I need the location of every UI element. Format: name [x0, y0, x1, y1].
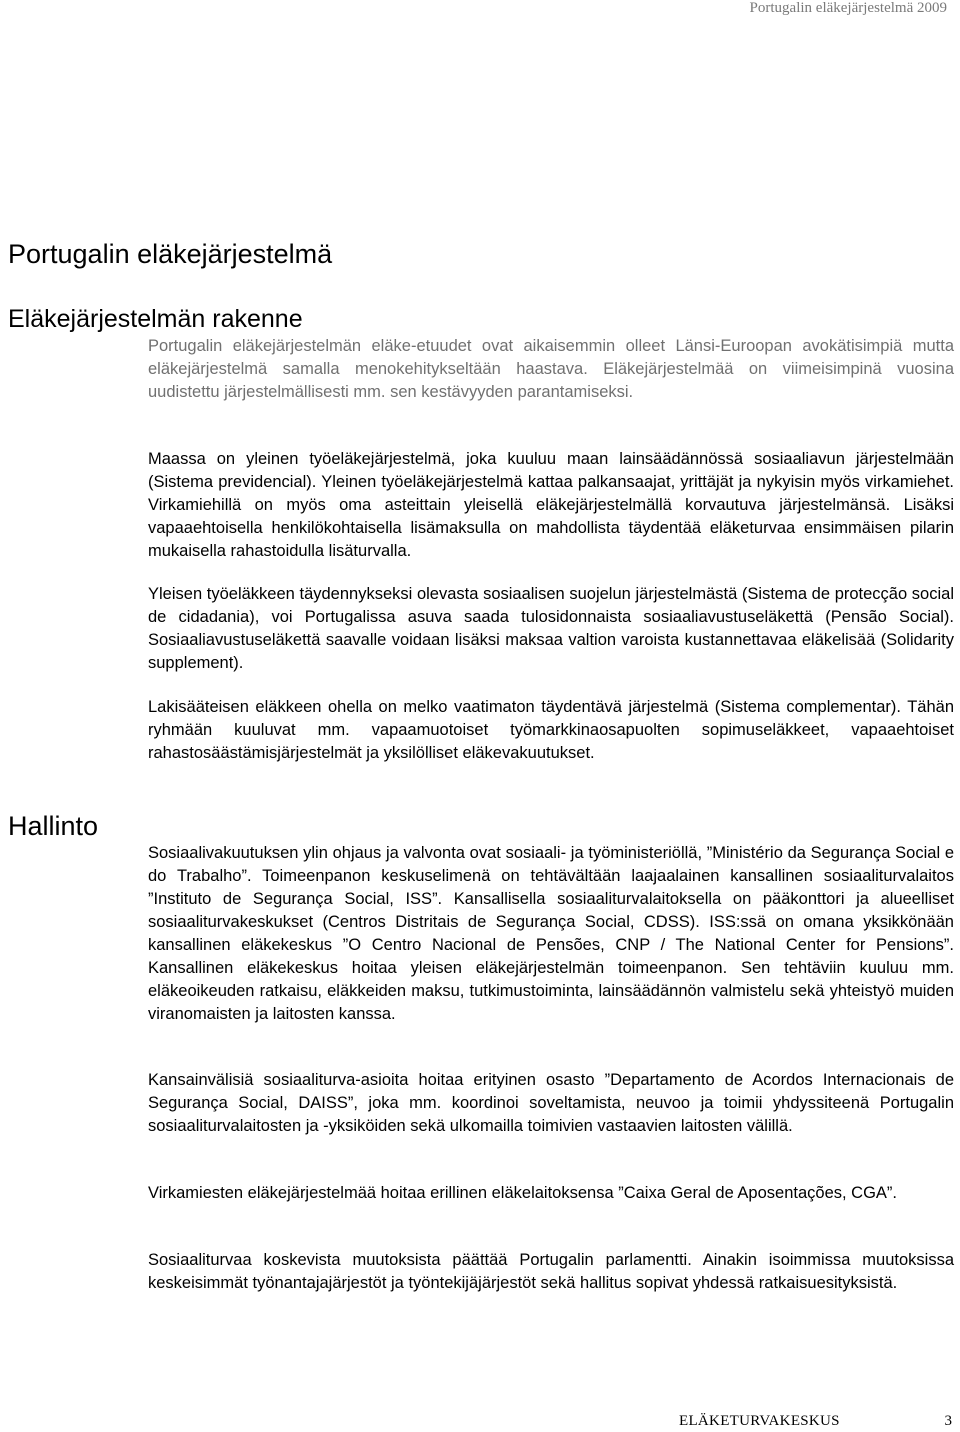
- paragraph-complementary: Lakisääteisen eläkkeen ohella on melko vaatimaton täydentävä järjestelmä (Sistema complementar). Tähän ryhmään kuuluvat mm. vapaamuotoiset työmarkkinaosapuolten sopimuseläkkeet, vapaaehtoiset rahastosäästämisjärjestelmät ja yksilölliset eläkevakuutukset.: [148, 698, 954, 762]
- paragraph-supervision: Sosiaalivakuutuksen ylin ohjaus ja valvonta ovat sosiaali- ja työministeriöllä, ”Ministério da Segurança Social e do Trabalho”. Toimeenpanon keskuselimenä on tehtävältään laajaalainen kansallinen sosiaaliturvalaitos ”Instituto de Segurança Social, ISS”. Kansallisella sosiaaliturvalaitoksella on pääkonttori ja alueelliset sosiaaliturvakeskukset (Centros Distritais de Segurança Social, CDSS). ISS:ssä on omana yksikkönään kansallinen eläkekeskus ”O Centro Nacional de Pensões, CNP / The National Center for Pensions”. Kansallinen eläkekeskus hoitaa yleisen eläkejärjestelmän toimeenpanon. Sen tehtäviin kuuluu mm. eläkeoikeuden ratkaisu, eläkkeiden maksu, tutkimustoiminta, lainsäädännön valmistelu sekä yhteistyö muiden viranomaisten ja laitosten kanssa.: [148, 844, 954, 1023]
- footer-publisher: ELÄKETURVAKESKUS: [679, 1413, 840, 1429]
- paragraph-international: Kansainvälisiä sosiaaliturva-asioita hoitaa erityinen osasto ”Departamento de Acordos Internacionais de Segurança Social, DAISS”, joka mm. koordinoi soveltamista, neuvoo ja toimii yhdyssiteenä Portugalin sosiaaliturvalaitosten ja -yksiköiden sekä ulkomailla toimivien vastaavien laitosten välillä.: [148, 1071, 954, 1135]
- section-heading-administration: Hallinto: [8, 811, 99, 841]
- page-title: Portugalin eläkejärjestelmä: [8, 239, 333, 269]
- paragraph-intro: Portugalin eläkejärjestelmän eläke-etuudet ovat aikaisemmin olleet Länsi-Euroopan avokätisimpiä mutta eläkejärjestelmä samalla menokehitykseltään haastava. Eläkejärjestelmää on viimeisimpinä vuosina uudistettu järjestelmällisesti mm. sen kestävyyden parantamiseksi.: [148, 337, 954, 401]
- page-number: 3: [944, 1413, 952, 1429]
- running-header: Portugalin eläkejärjestelmä 2009: [749, 0, 947, 16]
- paragraph-parliament: Sosiaaliturvaa koskevista muutoksista päättää Portugalin parlamentti. Ainakin isoimmissa muutoksissa keskeisimmät työnantajajärjestöt ja työntekijäjärjestöt sekä hallitus sopivat yhdessä ratkaisuesityksistä.: [148, 1251, 954, 1292]
- paragraph-general-scheme: Maassa on yleinen työeläkejärjestelmä, joka kuuluu maan lainsäädännössä sosiaaliavun järjestelmään (Sistema previdencial). Yleinen työeläkejärjestelmä kattaa palkansaajat, yrittäjät ja nykyisin myös virkamiehet. Virkamiehillä on myös oma asteittain yleisellä eläkejärjestelmällä korvautuva järjestelmänsä. Lisäksi vapaaehtoisella henkilökohtaisella lisämaksulla on mahdollista täydentää eläketurvaa ensimmäisen pilarin mukaisella rahastoidulla lisäturvalla.: [148, 450, 954, 560]
- paragraph-social-protection: Yleisen työeläkkeen täydennykseksi olevasta sosiaalisen suojelun järjestelmästä (Sistema de protecção social de cidadania), voi Portugalissa asuva saada tulosidonnaista sosiaaliavustuseläkettä (Pensão Social). Sosiaaliavustuseläkettä saavalle voidaan lisäksi maksaa valtion varoista kustannettavaa eläkelisää (Solidarity supplement).: [148, 585, 954, 672]
- section-heading-structure: Eläkejärjestelmän rakenne: [8, 305, 303, 333]
- paragraph-civil-servants: Virkamiesten eläkejärjestelmää hoitaa erillinen eläkelaitoksensa ”Caixa Geral de Aposentações, CGA”.: [148, 1184, 898, 1202]
